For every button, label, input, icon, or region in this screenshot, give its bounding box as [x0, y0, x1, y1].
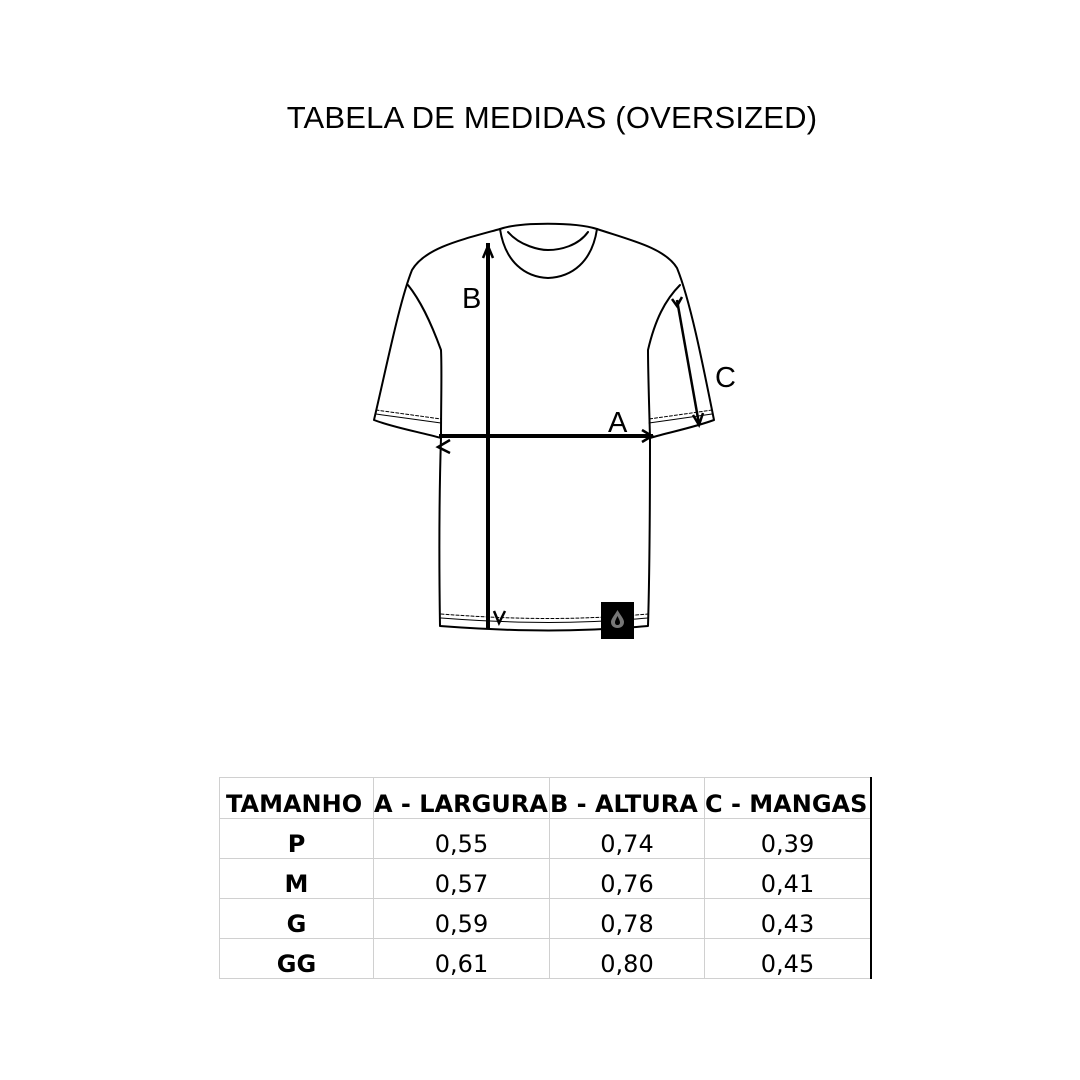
- row-width: 0,55: [374, 819, 550, 859]
- row-sleeves: 0,39: [705, 819, 872, 859]
- size-table: [219, 777, 872, 979]
- table-row: [220, 859, 872, 899]
- row-width: 0,59: [374, 899, 550, 939]
- table-row: [220, 899, 872, 939]
- brand-tag: [601, 602, 634, 639]
- table-header-row: [220, 778, 872, 819]
- row-height: 0,76: [550, 859, 705, 899]
- row-width: 0,57: [374, 859, 550, 899]
- row-sleeves: 0,45: [705, 939, 872, 979]
- row-size: G: [220, 899, 374, 939]
- row-sleeves: 0,41: [705, 859, 872, 899]
- table-row: [220, 819, 872, 859]
- row-height: 0,74: [550, 819, 705, 859]
- header-size: TAMANHO: [220, 778, 374, 819]
- label-a: A: [608, 407, 628, 439]
- row-size: GG: [220, 939, 374, 979]
- page-title: TABELA DE MEDIDAS (OVERSIZED): [286, 100, 818, 135]
- row-size: P: [220, 819, 374, 859]
- collar-inner: [508, 232, 588, 250]
- row-size: M: [220, 859, 374, 899]
- collar-outer: [500, 229, 597, 278]
- header-height: B - ALTURA: [550, 778, 705, 819]
- label-c: C: [715, 362, 736, 394]
- row-height: 0,80: [550, 939, 705, 979]
- row-width: 0,61: [374, 939, 550, 979]
- sleeve-line-c: [677, 300, 699, 424]
- header-sleeves: C - MANGAS: [705, 778, 872, 819]
- row-sleeves: 0,43: [705, 899, 872, 939]
- label-b: B: [462, 283, 482, 315]
- row-height: 0,78: [550, 899, 705, 939]
- left-sleeve: [374, 229, 500, 438]
- header-width: A - LARGURA: [374, 778, 550, 819]
- tshirt-outline: [439, 438, 650, 631]
- table-row: [220, 939, 872, 979]
